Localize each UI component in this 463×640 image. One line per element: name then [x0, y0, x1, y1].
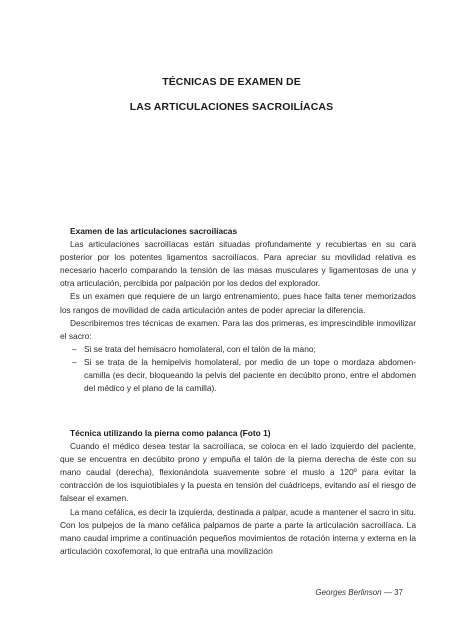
- section-heading: Técnica utilizando la pierna como palanca (Foto 1): [70, 428, 271, 438]
- page-number: 37: [394, 588, 403, 597]
- list-item: – Si se trata de la hemipelvis homolateral, por medio de un tope o mordaza abdomen-camilla (es decir, bloqueando la pelvis del paciente en decúbito prono, entre el abdomen del médico y el plano de la camilla).: [60, 356, 416, 395]
- section-sacroiliac-exam: [60, 225, 416, 395]
- paragraph: La mano cefálica, es decir la izquierda, destinada a palpar, acude a mantener el sacro in situ. Con los pulpejos de la mano cefálica palpamos de parte a parte la articulación sacroilíaca. La mano caudal imprime a continuación pequeños movimientos de rotación interna y externa en la articulación coxofemoral, lo que entraña una movilización: [60, 506, 416, 556]
- footer-author: Georges Berlinson: [315, 588, 382, 597]
- section-heading: Examen de las articulaciones sacroilíacas: [70, 226, 238, 236]
- list-item: – Si se trata del hemisacro homolateral, con el talón de la mano;: [60, 343, 416, 356]
- paragraph: Es un examen que requiere de un largo entrenamiento, pues hace falta tener memorizados los rangos de movilidad de cada articulación antes de poder apreciar la diferencia.: [60, 291, 416, 315]
- page-footer: [315, 588, 403, 597]
- footer-separator: —: [381, 588, 395, 597]
- technique-list: [60, 343, 416, 395]
- chapter-title-line-2: LAS ARTICULACIONES SACROILÍACAS: [129, 101, 334, 113]
- paragraph: Describiremos tres técnicas de examen. Para las dos primeras, es imprescindible inmovilizar el sacro:: [60, 317, 416, 341]
- chapter-title-line-1: TÉCNICAS DE EXAMEN DE: [162, 76, 301, 88]
- paragraph: Cuando el médico desea testar la sacroilíaca, se coloca en el lado izquierdo del paciente, que se encuentra en decúbito prono y empuña el talón de la pierna derecha de éste con su mano caudal (derecha), flexionándola suavemente sobre el muslo a 120º para evitar la contracción de los isquiotibiales y la puesta en tensión del cuádriceps, evitando así el riesgo de falsear el examen.: [60, 441, 416, 504]
- section-leg-lever-technique: [60, 427, 416, 558]
- paragraph: Las articulaciones sacroilíacas están situadas profundamente y recubiertas en su cara posterior por los potentes ligamentos sacroilíacos. Para apreciar su movilidad relativa es necesario hacerlo comparando la tensión de las masas musculares y ligamentosas de una y otra articulación, percibida por palpación por los dedos del explorador.: [60, 239, 416, 289]
